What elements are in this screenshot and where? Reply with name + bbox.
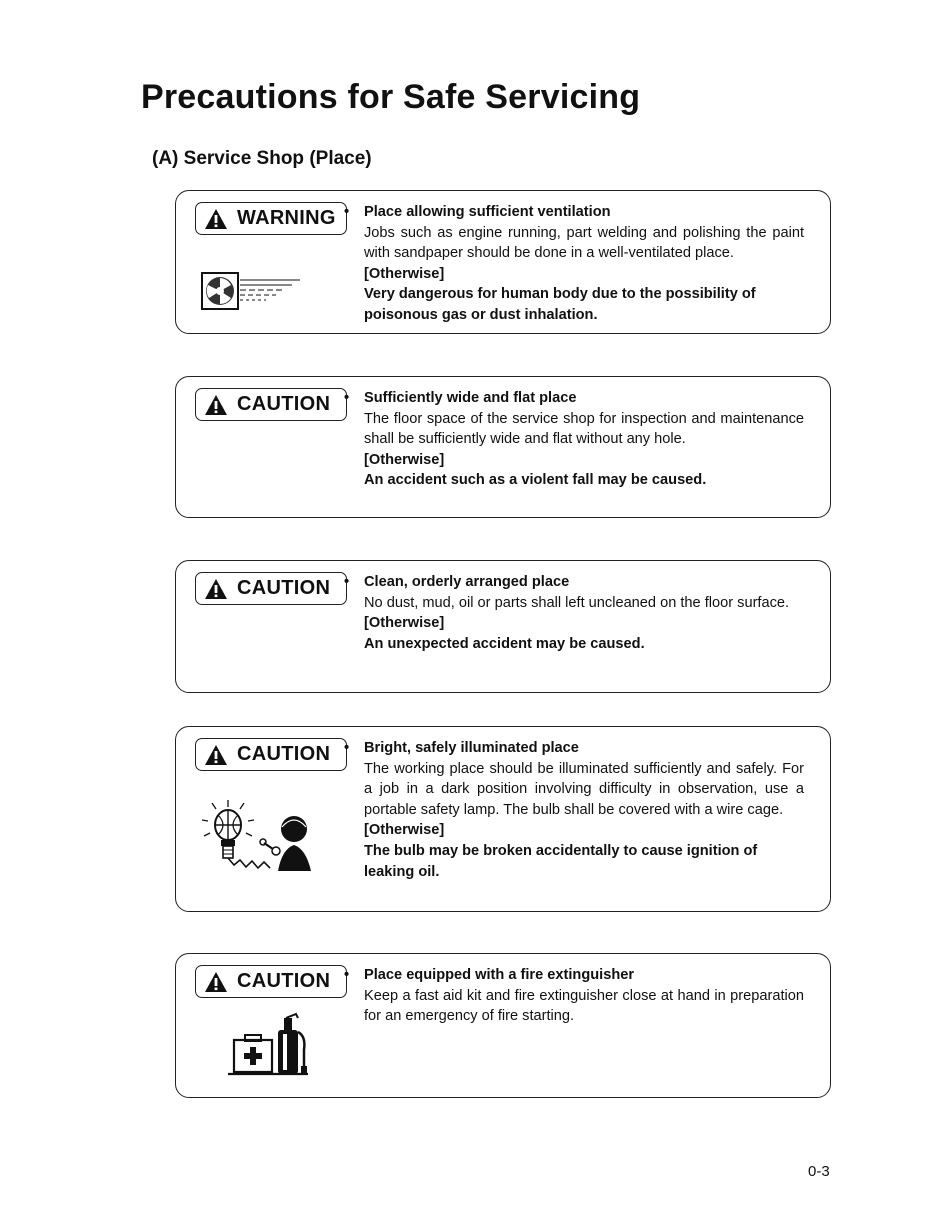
otherwise-label: [Otherwise] bbox=[364, 822, 445, 839]
consequence-text: The bulb may be broken accidentally to cause ignition of leaking oil. bbox=[364, 842, 758, 880]
section-heading: Sufficiently wide and flat place bbox=[364, 390, 577, 406]
otherwise-label: [Otherwise] bbox=[364, 615, 445, 632]
section-body: The working place should be illuminated sufficiently and safely. For a job in a dark position involving difficulty in observation, use a portable safety lamp. The bulb shall be covered with a wire cage. bbox=[364, 760, 804, 818]
caution-content: • Clean, orderly arranged place No dust, mud, oil or parts shall left uncleaned on the floor surface. [Otherwise] An unexpected accident may be caused. bbox=[364, 572, 804, 654]
section-body: No dust, mud, oil or parts shall left uncleaned on the floor surface. bbox=[364, 594, 790, 611]
consequence-text: An accident such as a violent fall may be caused. bbox=[364, 472, 707, 489]
warning-triangle-icon bbox=[204, 971, 228, 993]
safety-lamp-worker-icon bbox=[198, 799, 323, 879]
caution-box-illuminated bbox=[175, 726, 831, 912]
caution-content: • Sufficiently wide and flat place The floor space of the service shop for inspection and maintenance shall be sufficiently wide and flat without any hole. [Otherwise] An accident such as a violent fall may be caused. bbox=[364, 388, 804, 491]
caution-box-wide-flat bbox=[175, 376, 831, 518]
section-body: Jobs such as engine running, part welding and polishing the paint with sandpaper should be done in a well-ventilated place. bbox=[364, 224, 804, 262]
warning-label: WARNING bbox=[237, 207, 336, 229]
caution-label: CAUTION bbox=[237, 970, 331, 992]
ventilation-fan-icon bbox=[200, 271, 310, 313]
warning-triangle-icon bbox=[204, 208, 228, 230]
page-number: 0-3 bbox=[808, 1163, 830, 1180]
caution-label: CAUTION bbox=[237, 393, 331, 415]
caution-label: CAUTION bbox=[237, 577, 331, 599]
caution-badge bbox=[195, 388, 347, 421]
warning-triangle-icon bbox=[204, 578, 228, 600]
otherwise-label: [Otherwise] bbox=[364, 451, 445, 468]
warning-triangle-icon bbox=[204, 394, 228, 416]
caution-badge bbox=[195, 738, 347, 771]
caution-box-fire-extinguisher bbox=[175, 953, 831, 1098]
page-title: Precautions for Safe Servicing bbox=[141, 78, 641, 116]
section-heading: Place allowing sufficient ventilation bbox=[364, 204, 611, 220]
caution-box-clean-orderly bbox=[175, 560, 831, 693]
section-body: Keep a fast aid kit and fire extinguisher close at hand in preparation for an emergency of fire starting. bbox=[364, 987, 804, 1025]
warning-box-ventilation bbox=[175, 190, 831, 334]
caution-badge bbox=[195, 572, 347, 605]
section-subtitle: (A) Service Shop (Place) bbox=[152, 148, 372, 169]
warning-badge bbox=[195, 202, 347, 235]
section-body: The floor space of the service shop for inspection and maintenance shall be sufficiently wide and flat without any hole. bbox=[364, 410, 804, 448]
section-heading: Bright, safely illuminated place bbox=[364, 740, 579, 756]
first-aid-kit-extinguisher-icon bbox=[228, 1010, 310, 1082]
section-heading: Clean, orderly arranged place bbox=[364, 574, 570, 590]
caution-label: CAUTION bbox=[237, 743, 331, 765]
section-heading: Place equipped with a fire extinguisher bbox=[364, 967, 635, 983]
otherwise-label: [Otherwise] bbox=[364, 265, 445, 282]
caution-badge bbox=[195, 965, 347, 998]
caution-content: • Bright, safely illuminated place The working place should be illuminated sufficiently and safely. For a job in a dark position involving difficulty in observation, use a portable safety lamp. The bulb shall be covered with a wire cage. [Otherwise] The bulb may be broken accidentally to cause ignition of leaking oil. bbox=[364, 738, 804, 882]
warning-triangle-icon bbox=[204, 744, 228, 766]
warning-content: • Place allowing sufficient ventilation Jobs such as engine running, part welding and polishing the paint with sandpaper should be done in a well-ventilated place. [Otherwise] Very dangerous for human body due to the possibility of poisonous gas or dust inhalation. bbox=[364, 202, 804, 326]
consequence-text: An unexpected accident may be caused. bbox=[364, 635, 645, 652]
consequence-text: Very dangerous for human body due to the possibility of poisonous gas or dust inhalation. bbox=[364, 286, 756, 323]
caution-content: • Place equipped with a fire extinguisher Keep a fast aid kit and fire extinguisher close at hand in preparation for an emergency of fire starting. bbox=[364, 965, 804, 1027]
